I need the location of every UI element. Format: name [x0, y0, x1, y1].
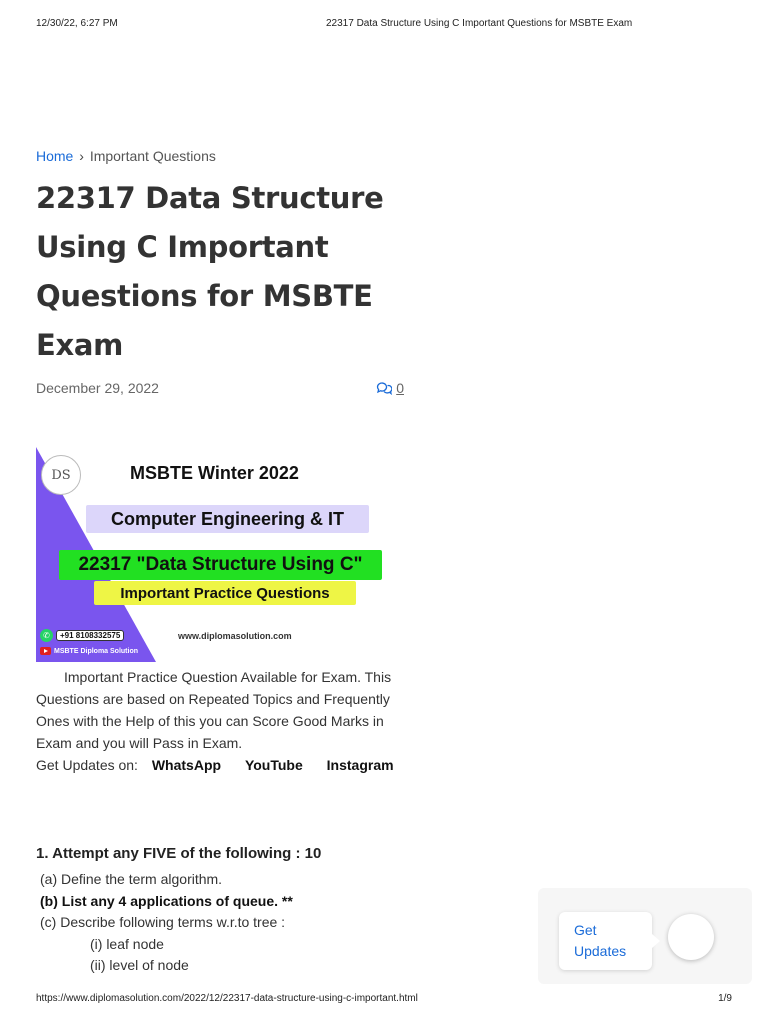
question-item: (b) List any 4 applications of queue. ** [40, 892, 293, 909]
phone-number: +91 8108332575 [56, 630, 124, 641]
banner-branch: Computer Engineering & IT [86, 505, 369, 533]
banner-phone [40, 628, 124, 642]
question-item: (a) Define the term algorithm. [40, 871, 223, 887]
whatsapp-icon: ✆ [40, 629, 53, 642]
breadcrumb-current: Important Questions [89, 148, 216, 164]
comments-icon [376, 381, 392, 395]
banner-subject: 22317 "Data Structure Using C" [59, 550, 382, 580]
print-header [36, 18, 732, 32]
print-page-number: 1/9 [718, 993, 732, 1004]
question-item: (c) Describe following terms w.r.to tree : [40, 914, 286, 930]
banner-heading: MSBTE Winter 2022 [130, 463, 299, 483]
question-heading: 1. Attempt any FIVE of the following : 10 [36, 845, 322, 862]
print-url: https://www.diplomasolution.com/2022/12/22317-data-structure-using-c-important.html [36, 993, 418, 1004]
question-subitem: (i) leaf node [90, 935, 164, 952]
banner-channel [40, 645, 138, 657]
intro-text: Important Practice Question Available for Exam. This Questions are based on Repeated Topics and Frequently Ones with the Help of this you can Score Good Marks in Exam and you will Pass in Exam. [36, 669, 392, 751]
print-doc-title: 22317 Data Structure Using C Important Questions for MSBTE Exam [326, 18, 633, 29]
banner-tagline: Important Practice Questions [94, 581, 356, 605]
breadcrumb-home-link[interactable]: Home [36, 148, 74, 164]
site-logo: DS [41, 455, 81, 495]
question-subitem: (ii) level of node [90, 957, 189, 973]
print-footer [36, 993, 732, 1007]
comment-count: 0 [396, 380, 404, 396]
post-date: December 29, 2022 [36, 380, 159, 396]
channel-name: MSBTE Diploma Solution [54, 647, 138, 655]
chat-bubble-button[interactable] [668, 914, 714, 960]
question-list [40, 869, 293, 977]
breadcrumb-separator: › [79, 148, 84, 164]
comments-link[interactable] [376, 380, 404, 396]
print-datetime: 12/30/22, 6:27 PM [36, 18, 118, 29]
get-updates-button[interactable]: Get Updates [559, 912, 652, 970]
instagram-link[interactable]: Instagram [326, 757, 394, 773]
get-updates-line [36, 754, 404, 776]
banner-site-url: www.diplomasolution.com [178, 631, 292, 641]
youtube-icon [40, 647, 51, 655]
post-title: 22317 Data Structure Using C Important Questions for MSBTE Exam [36, 181, 384, 362]
whatsapp-link[interactable]: WhatsApp [151, 757, 222, 773]
breadcrumb [36, 148, 216, 164]
post-meta [36, 380, 406, 400]
featured-image [36, 447, 396, 662]
intro-paragraph [36, 666, 406, 754]
youtube-link[interactable]: YouTube [244, 757, 303, 773]
updates-label: Get Updates on: [36, 757, 138, 773]
